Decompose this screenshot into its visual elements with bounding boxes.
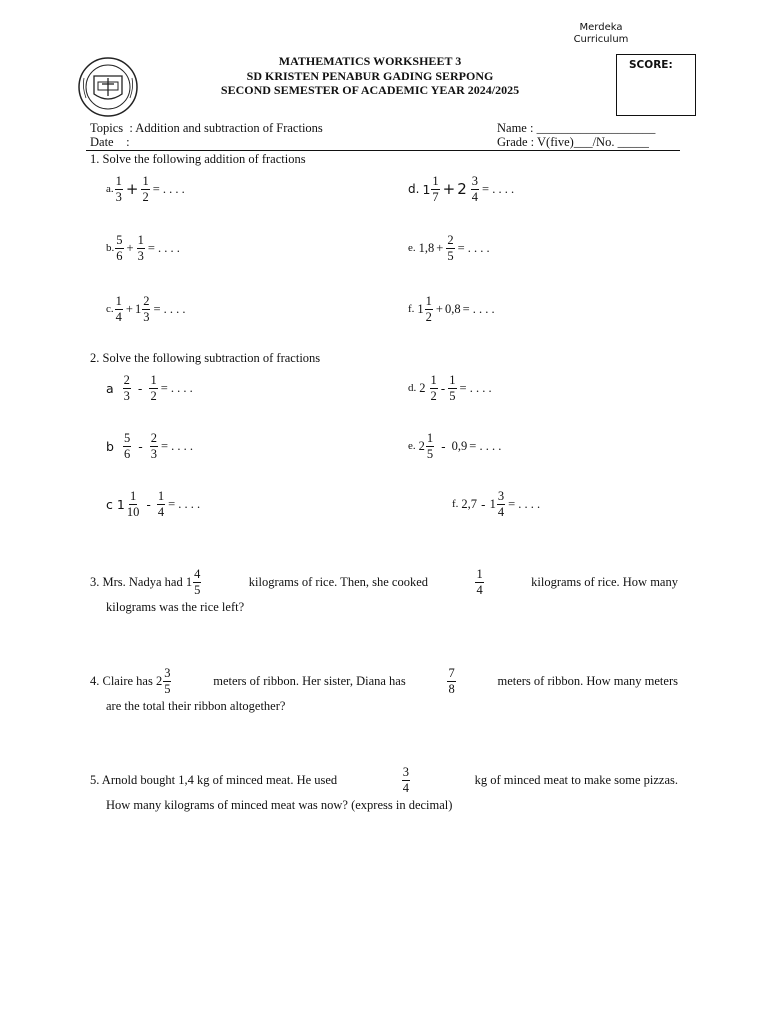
section1-heading: 1. Solve the following addition of fractions bbox=[90, 152, 306, 166]
problem-2e: e. 2 $\frac{1}{5}$ - 0,9 = . . . . bbox=[408, 431, 502, 461]
curriculum-line1: Merdeka bbox=[579, 22, 623, 33]
worksheet-title: MATHEMATICS WORKSHEET 3 bbox=[278, 54, 462, 68]
fraction: $\frac{1}{4}$ bbox=[115, 294, 122, 324]
fraction: $\frac{7}{8}$ bbox=[448, 666, 455, 696]
fraction: $\frac{5}{6}$ bbox=[116, 233, 123, 263]
date-line: Date : bbox=[90, 135, 130, 149]
fraction: $\frac{1}{10}$ bbox=[126, 489, 140, 519]
problem-2b: b $\frac{5}{6}$ - $\frac{2}{3}$ = . . . . bbox=[106, 431, 194, 461]
worksheet-header bbox=[150, 54, 590, 98]
fraction: $\frac{4}{5}$ bbox=[194, 567, 201, 597]
school-logo bbox=[76, 56, 140, 118]
name-field[interactable]: Name : ___________________ bbox=[497, 121, 656, 135]
fraction: $\frac{2}{5}$ bbox=[447, 233, 454, 263]
fraction: $\frac{3}{4}$ bbox=[497, 489, 505, 519]
fraction: $\frac{2}{3}$ bbox=[123, 373, 130, 403]
fraction: $\frac{1}{2}$ bbox=[142, 174, 149, 204]
grade-field[interactable]: Grade : V(five)___/No. _____ bbox=[497, 135, 649, 149]
curriculum-line2: Curriculum bbox=[573, 34, 629, 45]
fraction: $\frac{2}{3}$ bbox=[150, 431, 157, 461]
problem-1a: a. $\frac{1}{3}$ + $\frac{1}{2}$ = . . . . bbox=[106, 174, 185, 204]
fraction: $\frac{1}{3}$ bbox=[137, 233, 144, 263]
fraction: $\frac{3}{4}$ bbox=[402, 765, 410, 795]
score-label: SCORE: bbox=[629, 59, 673, 71]
semester-title: SECOND SEMESTER OF ACADEMIC YEAR 2024/2025 bbox=[220, 83, 520, 97]
fraction: $\frac{3}{4}$ bbox=[471, 174, 479, 204]
question-4: 4. Claire has 2 $\frac{3}{5}$ meters of ribbon. Her sister, Diana has $\frac{7}{8}$ meters of ribbon. How many meters are the total their ribbon altogether? bbox=[90, 667, 678, 717]
curriculum-note bbox=[570, 22, 632, 46]
fraction: $\frac{1}{7}$ bbox=[432, 174, 439, 204]
header-divider bbox=[86, 150, 680, 151]
problem-1b: b. $\frac{5}{6}$ + $\frac{1}{3}$ = . . . . bbox=[106, 233, 180, 263]
fraction: $\frac{1}{3}$ bbox=[115, 174, 122, 204]
problem-2f: f. 2,7 - 1 $\frac{3}{4}$ = . . . . bbox=[452, 489, 541, 519]
question-3: 3. Mrs. Nadya had 1 $\frac{4}{5}$ kilograms of rice. Then, she cooked $\frac{1}{4}$ kilograms of rice. How many kilograms was the rice left? bbox=[90, 568, 678, 618]
problem-1e: e. 1,8 + $\frac{2}{5}$ = . . . . bbox=[408, 233, 490, 263]
fraction: $\frac{1}{4}$ bbox=[157, 489, 165, 519]
question-3-line2: kilograms was the rice left? bbox=[106, 600, 245, 614]
fraction: $\frac{1}{4}$ bbox=[476, 567, 483, 597]
fraction: $\frac{3}{5}$ bbox=[164, 666, 171, 696]
question-4-line2: are the total their ribbon altogether? bbox=[106, 699, 286, 713]
school-name: SD KRISTEN PENABUR GADING SERPONG bbox=[246, 68, 494, 83]
problem-1c: c. $\frac{1}{4}$ + 1 $\frac{2}{3}$ = . . . . bbox=[106, 294, 186, 324]
fraction: $\frac{1}{5}$ bbox=[426, 431, 434, 461]
section2-heading: 2. Solve the following subtraction of fractions bbox=[90, 351, 321, 365]
score-box bbox=[616, 54, 696, 116]
fraction: $\frac{2}{3}$ bbox=[143, 294, 150, 324]
school-logo-icon bbox=[76, 56, 140, 118]
fraction: $\frac{1}{2}$ bbox=[430, 373, 437, 403]
question-5-line2: How many kilograms of minced meat was now? (express in decimal) bbox=[106, 798, 453, 812]
topics-line: Topics : Addition and subtraction of Fractions bbox=[90, 121, 323, 135]
problem-2d: d. 2 $\frac{1}{2}$ - $\frac{1}{5}$ = . . . . bbox=[408, 373, 492, 403]
fraction: $\frac{1}{2}$ bbox=[150, 373, 157, 403]
fraction: $\frac{1}{2}$ bbox=[425, 294, 432, 324]
problem-2a: a $\frac{2}{3}$ - $\frac{1}{2}$ = . . . . bbox=[106, 373, 193, 403]
fraction: $\frac{5}{6}$ bbox=[123, 431, 131, 461]
problem-1d: d. 1 $\frac{1}{7}$ + 2 $\frac{3}{4}$ = . . . . bbox=[408, 174, 515, 204]
problem-1f: f. 1 $\frac{1}{2}$ + 0,8 = . . . . bbox=[408, 294, 495, 324]
problem-2c: c 1 $\frac{1}{10}$ - $\frac{1}{4}$ = . . . . bbox=[106, 489, 201, 519]
question-5: 5. Arnold bought 1,4 kg of minced meat. He used $\frac{3}{4}$ kg of minced meat to make some pizzas. How many kilograms of minced meat was now? (express in decimal) bbox=[90, 766, 678, 816]
fraction: $\frac{1}{5}$ bbox=[449, 373, 456, 403]
